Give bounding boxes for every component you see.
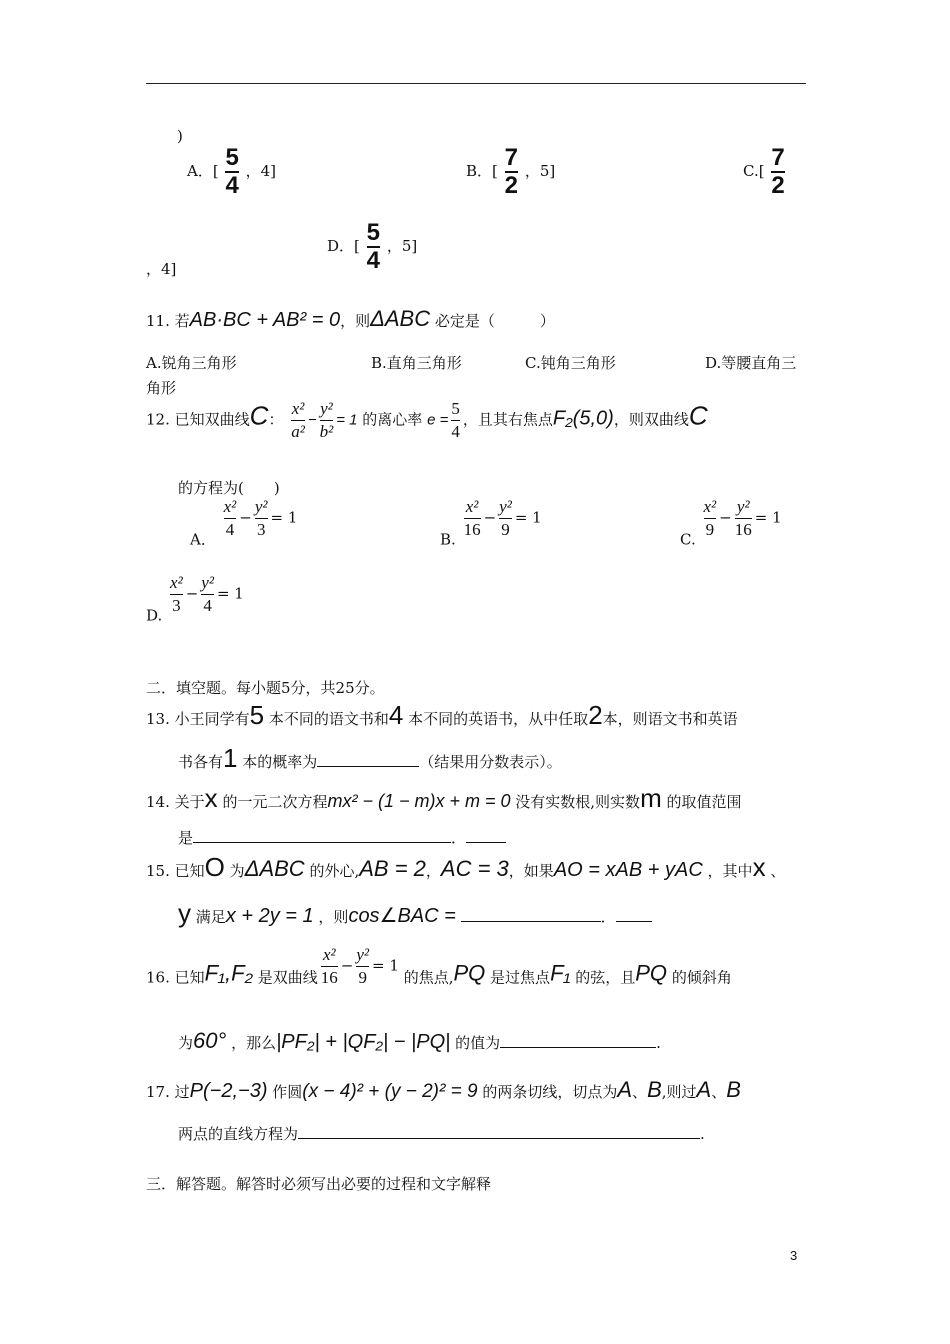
q12-text: ，且其右焦点: [462, 410, 553, 429]
fraction-denominator: 4: [224, 518, 237, 541]
q16-line1: 16. 已知F₁,F₂ 是双曲线 $\frac{\text{x²}}{16}$ − $\frac{\text{y²}}{9}$ = 1 的焦点,PQ 是过焦点F₁ 的弦，且PQ 的倾斜角: [146, 945, 732, 987]
q14-variable: m: [640, 783, 662, 813]
question-number: 15.: [146, 862, 170, 880]
q16-line2: [178, 1028, 661, 1054]
option-label: A．[: [187, 162, 219, 180]
q14-text: 的一元二次方程: [222, 793, 328, 811]
answer-blank[interactable]: [461, 906, 601, 922]
fraction-numerator: 5: [366, 219, 381, 246]
q12-stem: 12. 已知双曲线C： $\frac{\text{x²}}{\text{a²}}$ − $\frac{\text{y²}}{\text{b²}}$ = 1 的离心率 e = $\frac{5}{4}$ ，且其右焦点F₂(5,0)，则双曲线C: [146, 399, 708, 441]
q12-text: 的离心率: [362, 410, 423, 429]
q17-point: A: [696, 1077, 712, 1102]
q16-focus: F₁: [550, 960, 571, 986]
q16-text: 的值为: [455, 1034, 501, 1052]
answer-blank-tail: [466, 827, 506, 843]
q15-text: ，如果: [508, 862, 554, 880]
q10-close-paren: ): [177, 127, 183, 145]
q11-triangle: ΔABC: [370, 306, 431, 331]
fraction-denominator: 2: [771, 172, 785, 199]
q10-option-c: [743, 145, 787, 199]
q16-text: ，那么: [231, 1034, 277, 1052]
q14-text: 的取值范围: [666, 793, 742, 811]
q14-line1: [146, 783, 742, 814]
q16-text: 是过焦点: [490, 968, 551, 987]
q14-text: 关于: [174, 793, 205, 811]
q17-text: 作圆: [272, 1083, 303, 1101]
q13-text: 本不同的英语书，从中任取: [408, 710, 589, 728]
q12-option-b: B. $\frac{\text{x²}}{16}$ − $\frac{\text{y²}}{9}$ = 1: [440, 497, 542, 549]
q15-condition: x + 2y = 1: [225, 905, 314, 927]
q11-option-b: B.直角三角形: [371, 354, 462, 372]
q15-point: O: [204, 852, 225, 882]
q13-number: 5: [249, 700, 265, 730]
q11-option-d-cont: 角形: [146, 379, 177, 397]
option-label: B．[: [466, 162, 498, 180]
q16-text: 的焦点,: [403, 968, 454, 987]
q15-variable: y: [178, 898, 191, 928]
q14-text: 没有实数根,则实数: [515, 793, 641, 811]
fraction-denominator: 3: [170, 594, 183, 617]
q13-text: （结果用分数表示）。: [419, 753, 562, 771]
option-suffix: ，5]: [524, 162, 556, 180]
q15-cosine: cos∠BAC =: [348, 905, 456, 927]
q14-text: 是: [178, 829, 194, 847]
q11-option-c: C.钝角三角形: [525, 354, 616, 372]
question-number: 11.: [146, 312, 170, 330]
q17-circle-equation: (x − 4)² + (y − 2)² = 9: [302, 1081, 478, 1102]
q15-vector-expression: AO = xAB + yAC: [553, 859, 703, 881]
q17-text: ,则过: [661, 1083, 697, 1101]
q13-number: 2: [588, 700, 603, 730]
q15-text: 已知: [174, 862, 205, 880]
answer-blank[interactable]: [298, 1123, 700, 1139]
q17-point: A: [617, 1077, 633, 1102]
fraction-denominator: 16: [734, 520, 752, 539]
q15-text: 为: [229, 862, 245, 880]
q10-option-a: [187, 145, 276, 199]
q16-foci: F₁,F₂: [204, 960, 253, 986]
q16-text: 已知: [174, 968, 205, 987]
option-label: A．: [190, 530, 216, 549]
fraction-denominator: 4: [451, 422, 460, 441]
q17-text: 两点的直线方程为: [178, 1125, 299, 1143]
fraction-denominator: 4: [201, 594, 214, 617]
q15-text: ，则: [318, 908, 349, 926]
q13-text: 书各有: [178, 753, 224, 771]
q15-length: AB = 2: [359, 856, 426, 881]
fraction-denominator: 9: [499, 518, 512, 541]
option-label: D.: [146, 606, 163, 625]
q17-point: B: [726, 1077, 741, 1102]
page-number: 3: [790, 1248, 798, 1263]
option-label: C.[: [743, 162, 765, 180]
section-3-heading: 三．解答题。解答时必须写出必要的过程和文字解释: [146, 1175, 492, 1193]
section-2-heading: 二．填空题。每小题5分，共25分。: [146, 679, 385, 697]
answer-blank[interactable]: [193, 827, 451, 843]
q13-number: 1: [223, 743, 238, 773]
q10-option-b: [466, 145, 555, 199]
q13-line2: [178, 743, 562, 774]
q16-text: .: [656, 1034, 661, 1052]
q17-line2: [178, 1123, 705, 1144]
q10-option-d: [327, 220, 417, 274]
q16-expression: |PF₂| + |QF₂| − |PQ|: [276, 1031, 451, 1053]
q17-text: 的两条切线，切点为: [482, 1083, 618, 1101]
question-number: 16.: [146, 968, 170, 987]
q11-text: 必定是（ ）: [434, 312, 555, 330]
q15-text: ，其中: [707, 862, 753, 880]
q15-text: ，: [425, 862, 441, 880]
q14-line2: [178, 827, 506, 848]
option-label: C.: [680, 530, 696, 549]
fraction-denominator: 16: [463, 520, 481, 539]
q17-text: .: [700, 1125, 705, 1143]
answer-blank[interactable]: [317, 751, 419, 767]
fraction-numerator: 5: [225, 144, 239, 171]
q11-stem: [146, 306, 555, 332]
q12-text: ：: [268, 410, 284, 429]
q15-triangle: ΔABC: [244, 856, 305, 881]
q11-text: ，则: [340, 312, 371, 330]
q15-text: 、: [770, 862, 786, 880]
fraction-denominator: 4: [366, 247, 381, 274]
q14-variable: x: [204, 783, 218, 813]
fraction-numerator: 7: [771, 144, 785, 171]
fraction-numerator: 5: [451, 399, 460, 418]
q16-chord: PQ: [635, 960, 668, 986]
q11-option-a: A.锐角三角形: [146, 354, 237, 372]
fraction-numerator: 7: [504, 144, 519, 171]
q15-variable: x: [752, 852, 766, 882]
q11-option-d: D.等腰直角三: [705, 354, 797, 372]
q17-text: 过: [174, 1083, 190, 1101]
fraction-denominator: 16: [320, 968, 338, 987]
q10-option-c-cont: ，4]: [146, 260, 177, 278]
q14-equation: mx² − (1 − m)x + m = 0: [327, 791, 511, 811]
q13-line1: [146, 700, 738, 731]
header-rule: [146, 83, 806, 84]
question-number: 14.: [146, 793, 170, 811]
option-suffix: ，4]: [245, 162, 277, 180]
answer-blank-tail: [616, 906, 652, 922]
fraction-denominator: 3: [255, 518, 268, 541]
fraction-denominator: 9: [704, 518, 717, 541]
q11-vector-expression: AB·BC + AB² = 0: [189, 309, 341, 331]
q16-chord: PQ: [453, 960, 486, 986]
q15-length: AC = 3: [440, 856, 509, 881]
fraction-denominator: 2: [504, 172, 519, 199]
q13-text: 本，则语文书和英语: [602, 710, 738, 728]
q17-line1: [146, 1077, 741, 1103]
fraction-denominator: 4: [225, 172, 239, 199]
q12-curve-name: C: [688, 400, 708, 431]
q12-option-c: C. $\frac{\text{x²}}{9}$ − $\frac{\text{y²}}{16}$ = 1: [680, 497, 782, 549]
q14-text: ．: [451, 829, 467, 847]
q15-text: ．: [600, 908, 616, 926]
q16-text: 是双曲线: [257, 968, 318, 987]
q13-text: 小王同学有: [174, 710, 250, 728]
q17-point: P(−2,−3): [189, 1080, 268, 1102]
q13-number: 4: [388, 700, 404, 730]
q16-text: 的倾斜角: [671, 968, 732, 987]
q15-text: 的外心,: [309, 862, 360, 880]
question-number: 17.: [146, 1083, 170, 1101]
q12-eccentricity: e =: [427, 411, 449, 429]
q17-point: B: [647, 1077, 662, 1102]
q11-text: 若: [174, 312, 190, 330]
question-number: 12.: [146, 410, 170, 429]
q13-text: 本的概率为: [242, 753, 318, 771]
q12-line2: 的方程为( ): [178, 479, 280, 497]
q13-text: 本不同的语文书和: [268, 710, 389, 728]
option-label: D．[: [327, 237, 360, 255]
q15-text: 满足: [195, 908, 226, 926]
option-label: B.: [440, 530, 456, 549]
q12-focus: F₂(5,0): [552, 407, 614, 430]
q12-curve-name: C: [249, 400, 269, 431]
q12-option-d: D. $\frac{\text{x²}}{3}$ − $\frac{\text{y²}}{4}$ = 1: [146, 573, 244, 625]
q16-angle: 60°: [193, 1028, 227, 1053]
option-suffix: ，5]: [386, 237, 418, 255]
q16-text: 的弦，且: [575, 968, 636, 987]
q12-text: ，则双曲线: [613, 410, 689, 429]
q12-text: 已知双曲线: [174, 410, 250, 429]
q15-line2: [178, 898, 652, 929]
q15-line1: [146, 852, 785, 883]
q17-text: 、: [711, 1083, 727, 1101]
q17-text: 、: [632, 1083, 648, 1101]
q16-text: 为: [178, 1034, 194, 1052]
q12-option-a: A． $\frac{\text{x²}}{4}$ − $\frac{\text{y²}}{3}$ = 1: [190, 497, 298, 549]
fraction-denominator: 9: [356, 966, 369, 989]
question-number: 13.: [146, 710, 170, 728]
answer-blank[interactable]: [500, 1032, 656, 1048]
